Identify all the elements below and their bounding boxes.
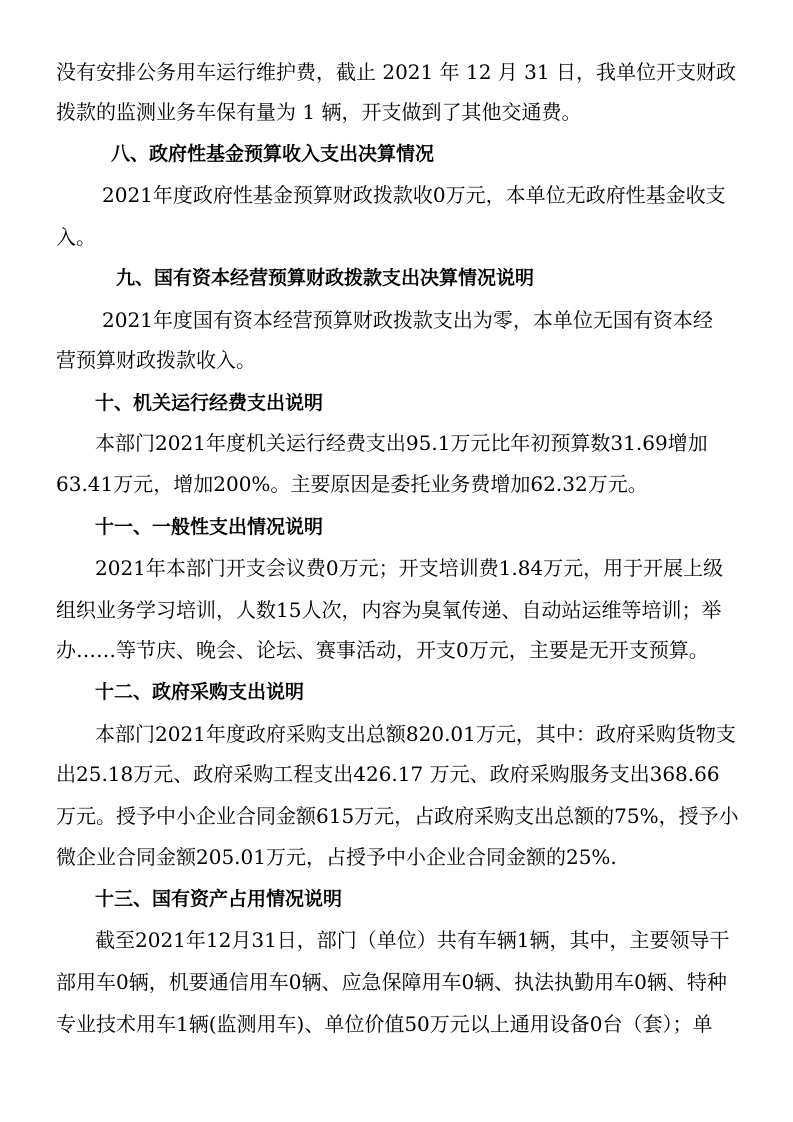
section-heading: 十二、政府采购支出说明 (95, 681, 305, 703)
text-line: 截至2021年12月31日，部门（单位）共有车辆1辆，其中，主要领导干 (95, 928, 730, 952)
text-line: 没有安排公务用车运行维护费，截止 2021 年 12 月 31 日，我单位开支财政 (56, 60, 736, 84)
section-heading: 九、国有资本经营预算财政拨款支出决算情况说明 (116, 267, 535, 289)
text-line: 2021年度国有资本经营预算财政拨款支出为零，本单位无国有资本经 (102, 308, 713, 332)
text-line: 本部门2021年度政府采购支出总额820.01万元，其中：政府采购货物支 (95, 722, 736, 746)
section-heading: 十一、一般性支出情况说明 (95, 516, 324, 538)
text-line: 2021年本部门开支会议费0万元；开支培训费1.84万元，用于开展上级 (95, 556, 724, 580)
text-line: 63.41万元，增加200%。主要原因是委托业务费增加62.32万元。 (56, 472, 648, 496)
text-line: 微企业合同金额205.01万元，占授予中小企业合同金额的25%. (56, 845, 617, 869)
section-heading: 十、机关运行经费支出说明 (95, 392, 324, 414)
text-line: 组织业务学习培训，人数15人次，内容为臭氧传递、自动站运维等培训；举 (56, 598, 722, 622)
text-line: 部用车0辆，机要通信用车0辆、应急保障用车0辆、执法执勤用车0辆、特种 (56, 970, 727, 994)
text-line: 出25.18万元、政府采购工程支出426.17 万元、政府采购服务支出368.66 (56, 762, 720, 786)
text-line: 拨款的监测业务车保有量为 1 辆，开支做到了其他交通费。 (56, 100, 582, 124)
section-heading: 十三、国有资产占用情况说明 (95, 888, 343, 910)
text-line: 办……等节庆、晚会、论坛、赛事活动，开支0万元，主要是无开支预算。 (56, 638, 709, 662)
text-line: 入。 (56, 225, 96, 249)
text-line: 本部门2021年度机关运行经费支出95.1万元比年初预算数31.69增加 (95, 431, 708, 455)
text-line: 2021年度政府性基金预算财政拨款收0万元，本单位无政府性基金收支 (102, 183, 726, 207)
text-line: 营预算财政拨款收入。 (56, 348, 256, 372)
text-line: 万元。授予中小企业合同金额615万元，占政府采购支出总额的75%，授予小 (56, 804, 739, 828)
section-heading: 八、政府性基金预算收入支出决算情况 (111, 143, 435, 165)
text-line: 专业技术用车1辆(监测用车)、单位价值50万元以上通用设备0台（套）；单 (56, 1012, 713, 1036)
